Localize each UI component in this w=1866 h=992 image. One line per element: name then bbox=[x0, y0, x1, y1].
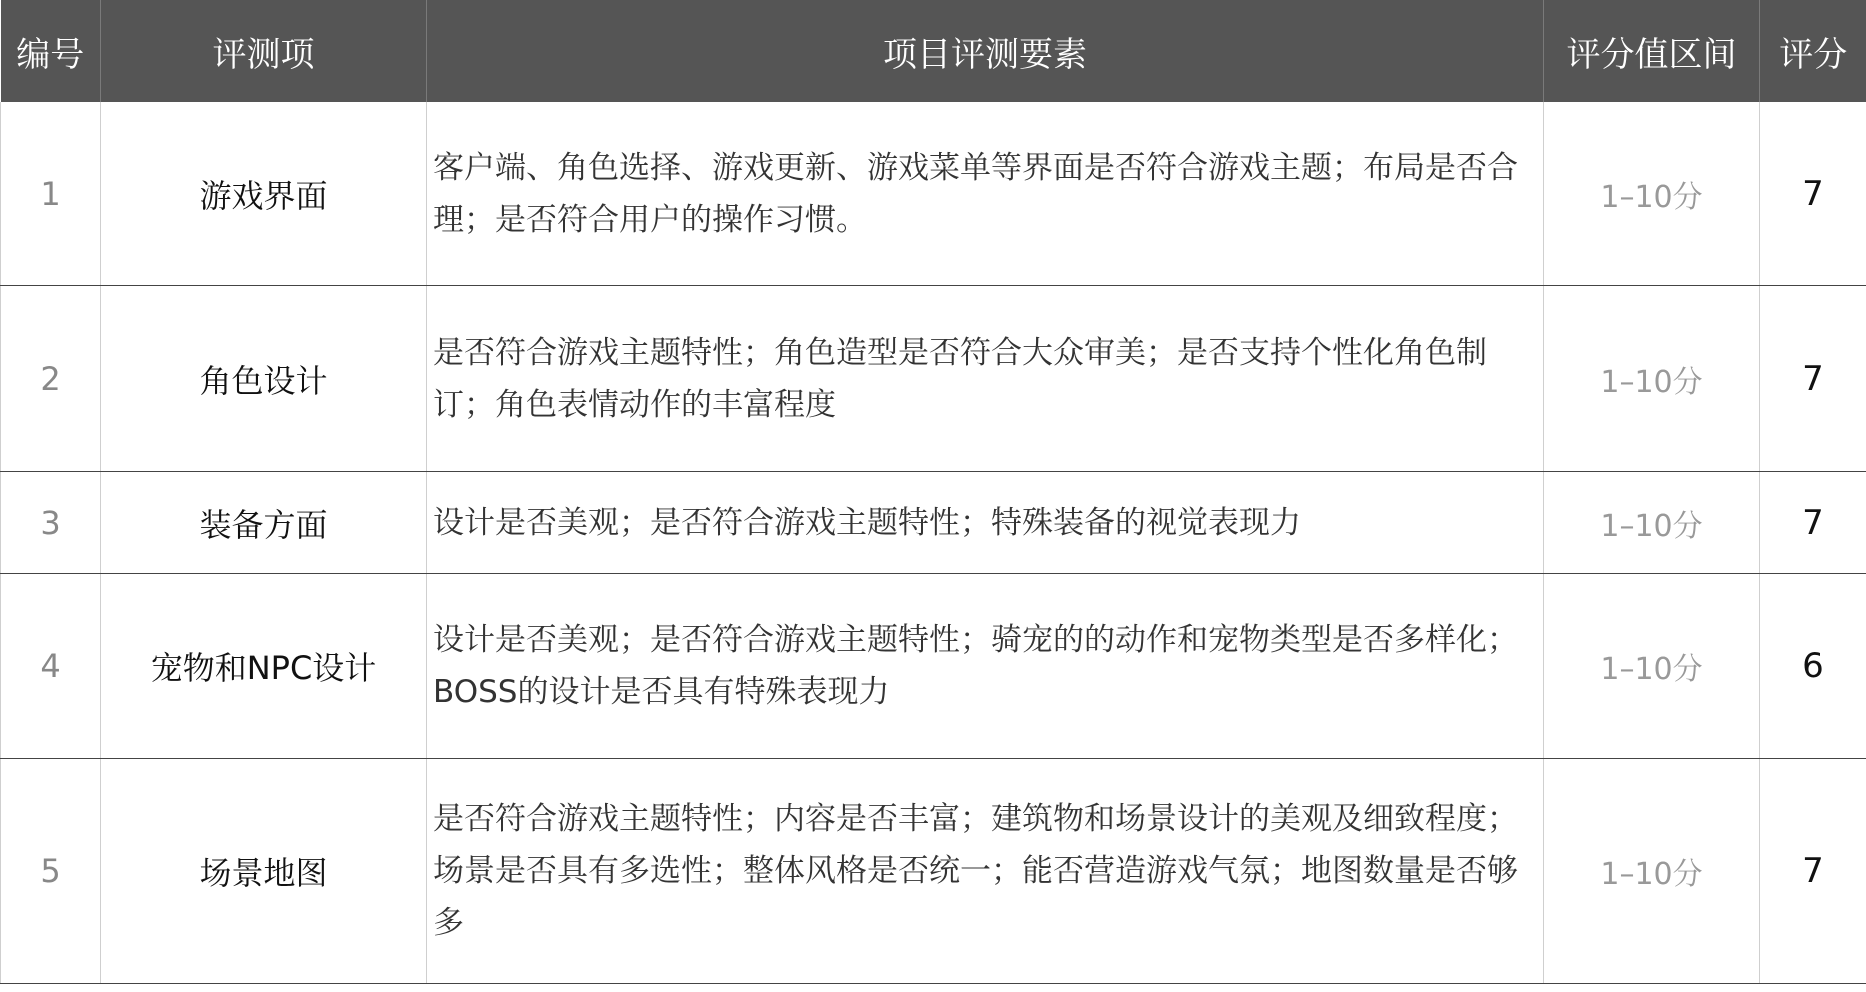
header-eval-item: 评测项 bbox=[101, 0, 427, 102]
row-eval-item: 宠物和NPC设计 bbox=[101, 574, 427, 759]
row-eval-item: 装备方面 bbox=[101, 472, 427, 574]
row-number: 5 bbox=[1, 759, 101, 984]
table-header bbox=[1, 0, 1866, 102]
table-row bbox=[1, 472, 1866, 574]
row-score-range: 1–10分 bbox=[1544, 286, 1760, 472]
row-score-range: 1–10分 bbox=[1544, 472, 1760, 574]
row-score: 7 bbox=[1760, 759, 1866, 984]
header-eval-elements: 项目评测要素 bbox=[427, 0, 1544, 102]
row-eval-elements: 设计是否美观；是否符合游戏主题特性；特殊装备的视觉表现力 bbox=[427, 472, 1544, 574]
row-number: 2 bbox=[1, 286, 101, 472]
row-number: 1 bbox=[1, 102, 101, 286]
row-score: 7 bbox=[1760, 472, 1866, 574]
row-eval-elements: 设计是否美观；是否符合游戏主题特性；骑宠的的动作和宠物类型是否多样化；BOSS的设计是否具有特殊表现力 bbox=[427, 574, 1544, 759]
table-body bbox=[1, 102, 1866, 984]
row-eval-item: 角色设计 bbox=[101, 286, 427, 472]
header-score: 评分 bbox=[1760, 0, 1866, 102]
row-score-range: 1–10分 bbox=[1544, 574, 1760, 759]
row-score: 6 bbox=[1760, 574, 1866, 759]
row-score-range: 1–10分 bbox=[1544, 102, 1760, 286]
row-score-range: 1–10分 bbox=[1544, 759, 1760, 984]
row-eval-elements: 是否符合游戏主题特性；角色造型是否符合大众审美；是否支持个性化角色制订；角色表情动作的丰富程度 bbox=[427, 286, 1544, 472]
header-number: 编号 bbox=[1, 0, 101, 102]
header-row bbox=[1, 0, 1866, 102]
row-number: 4 bbox=[1, 574, 101, 759]
table-row bbox=[1, 102, 1866, 286]
row-eval-item: 游戏界面 bbox=[101, 102, 427, 286]
row-eval-elements: 是否符合游戏主题特性；内容是否丰富；建筑物和场景设计的美观及细致程度；场景是否具有多选性；整体风格是否统一；能否营造游戏气氛；地图数量是否够多 bbox=[427, 759, 1544, 984]
row-number: 3 bbox=[1, 472, 101, 574]
table-row bbox=[1, 759, 1866, 984]
row-score: 7 bbox=[1760, 102, 1866, 286]
row-score: 7 bbox=[1760, 286, 1866, 472]
table-row bbox=[1, 574, 1866, 759]
row-eval-elements: 客户端、角色选择、游戏更新、游戏菜单等界面是否符合游戏主题；布局是否合理；是否符合用户的操作习惯。 bbox=[427, 102, 1544, 286]
header-score-range: 评分值区间 bbox=[1544, 0, 1760, 102]
table-row bbox=[1, 286, 1866, 472]
row-eval-item: 场景地图 bbox=[101, 759, 427, 984]
